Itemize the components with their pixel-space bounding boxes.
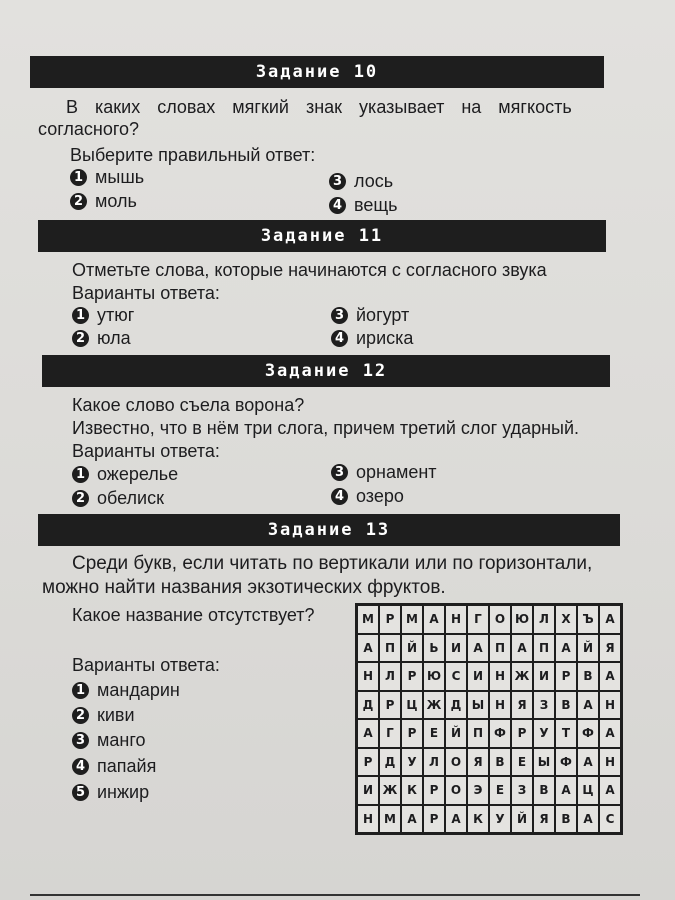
grid-cell: И <box>445 634 467 663</box>
grid-cell: В <box>489 748 511 777</box>
task12-question-line2: Известно, что в нём три слога, причем третий слог ударный. <box>72 418 580 438</box>
task11-header <box>38 220 606 252</box>
task10-prompt: Выберите правильный ответ: <box>70 145 316 165</box>
grid-cell: А <box>599 605 621 634</box>
grid-cell: Ь <box>423 634 445 663</box>
grid-cell: А <box>357 634 379 663</box>
grid-cell: Е <box>511 748 533 777</box>
grid-cell: Р <box>357 748 379 777</box>
grid-cell: А <box>467 634 489 663</box>
grid-cell: М <box>357 605 379 634</box>
task13-option-4[interactable] <box>72 755 156 777</box>
option-number-badge: 5 <box>72 784 89 801</box>
task11-option-4[interactable] <box>331 327 413 349</box>
task10-header <box>30 56 604 88</box>
grid-cell: Н <box>489 662 511 691</box>
grid-cell: Р <box>401 719 423 748</box>
grid-cell: Р <box>423 805 445 834</box>
grid-cell: А <box>577 748 599 777</box>
option-number-badge: 4 <box>329 197 346 214</box>
task12-option-3[interactable] <box>331 461 437 483</box>
option-text: манго <box>97 730 146 750</box>
grid-cell: С <box>599 805 621 834</box>
task10-title: Задание 10 <box>255 62 379 82</box>
grid-cell: А <box>555 634 577 663</box>
grid-cell: А <box>357 719 379 748</box>
grid-cell: Ж <box>379 776 401 805</box>
grid-cell: И <box>357 776 379 805</box>
grid-cell: Й <box>401 634 423 663</box>
grid-cell: Е <box>489 776 511 805</box>
task12-prompt: Варианты ответа: <box>72 441 220 461</box>
option-number-badge: 2 <box>72 707 89 724</box>
grid-cell: Р <box>379 691 401 720</box>
grid-cell: Н <box>357 662 379 691</box>
grid-cell: Р <box>555 662 577 691</box>
grid-cell: Р <box>511 719 533 748</box>
grid-cell: А <box>401 805 423 834</box>
grid-cell: У <box>533 719 555 748</box>
grid-cell: Й <box>511 805 533 834</box>
task12-option-1[interactable] <box>72 463 178 485</box>
option-number-badge: 2 <box>72 330 89 347</box>
grid-cell: Г <box>379 719 401 748</box>
task13-question-line2: можно найти названия экзотических фруктов. <box>42 577 446 598</box>
grid-cell: М <box>401 605 423 634</box>
grid-cell: Л <box>423 748 445 777</box>
grid-cell: Ф <box>555 748 577 777</box>
task13-option-2[interactable] <box>72 704 135 726</box>
grid-cell: У <box>489 805 511 834</box>
grid-cell: О <box>445 748 467 777</box>
grid-cell: Ю <box>423 662 445 691</box>
grid-cell: Й <box>577 634 599 663</box>
grid-cell: О <box>489 605 511 634</box>
task11-option-2[interactable] <box>72 327 131 349</box>
option-text: мышь <box>95 167 145 187</box>
grid-cell: Г <box>467 605 489 634</box>
task11-option-3[interactable] <box>331 304 409 326</box>
task10-option-2[interactable] <box>70 190 137 212</box>
task13-title: Задание 13 <box>267 520 391 540</box>
option-text: моль <box>95 191 137 211</box>
grid-cell: Ю <box>511 605 533 634</box>
grid-cell: Ж <box>511 662 533 691</box>
grid-cell: З <box>511 776 533 805</box>
grid-cell: П <box>489 634 511 663</box>
grid-cell: Л <box>379 662 401 691</box>
grid-cell: Я <box>467 748 489 777</box>
option-text: мандарин <box>97 680 180 700</box>
grid-cell: К <box>401 776 423 805</box>
grid-cell: Я <box>533 805 555 834</box>
grid-cell: П <box>379 634 401 663</box>
letter-grid-puzzle <box>355 603 623 835</box>
task12-option-4[interactable] <box>331 485 404 507</box>
option-text: йогурт <box>356 305 410 325</box>
grid-cell: А <box>511 634 533 663</box>
task11-question: Отметьте слова, которые начинаются с согласного звука <box>72 260 547 280</box>
grid-cell: О <box>445 776 467 805</box>
grid-cell: Р <box>423 776 445 805</box>
grid-cell: В <box>555 805 577 834</box>
grid-cell: А <box>555 776 577 805</box>
task10-question-line1: В каких словах мягкий знак указывает на мягкость <box>66 97 572 117</box>
grid-cell: З <box>533 691 555 720</box>
option-text: киви <box>97 705 135 725</box>
grid-cell: Н <box>445 605 467 634</box>
task12-option-2[interactable] <box>72 487 164 509</box>
option-text: ожерелье <box>97 464 179 484</box>
task12-header <box>42 355 610 387</box>
task13-header <box>38 514 620 546</box>
grid-cell: П <box>533 634 555 663</box>
grid-cell: Н <box>357 805 379 834</box>
option-text: вещь <box>354 195 398 215</box>
grid-cell: А <box>423 605 445 634</box>
grid-cell: В <box>555 691 577 720</box>
option-number-badge: 2 <box>70 193 87 210</box>
task10-option-1[interactable] <box>70 166 144 188</box>
option-text: папайя <box>97 756 157 776</box>
grid-cell: А <box>599 662 621 691</box>
grid-cell: А <box>599 776 621 805</box>
option-text: орнамент <box>356 462 437 482</box>
grid-cell: С <box>445 662 467 691</box>
grid-cell: Ф <box>577 719 599 748</box>
option-text: ириска <box>356 328 414 348</box>
grid-cell: Ц <box>401 691 423 720</box>
grid-cell: Ф <box>489 719 511 748</box>
option-text: озеро <box>356 486 404 506</box>
option-number-badge: 3 <box>331 307 348 324</box>
option-number-badge: 4 <box>72 758 89 775</box>
task13-question-line1: Среди букв, если читать по вертикали или по горизонтали, <box>72 553 593 574</box>
option-number-badge: 4 <box>331 330 348 347</box>
option-number-badge: 3 <box>331 464 348 481</box>
option-text: обелиск <box>97 488 164 508</box>
option-number-badge: 3 <box>72 732 89 749</box>
grid-cell: Н <box>599 748 621 777</box>
task13-option-1[interactable] <box>72 679 180 701</box>
grid-cell: В <box>533 776 555 805</box>
grid-cell: Д <box>379 748 401 777</box>
grid-cell: Э <box>467 776 489 805</box>
option-number-badge: 1 <box>70 169 87 186</box>
grid-cell: Т <box>555 719 577 748</box>
grid-cell: А <box>445 805 467 834</box>
option-number-badge: 1 <box>72 307 89 324</box>
task11-prompt: Варианты ответа: <box>72 283 220 303</box>
grid-cell: А <box>577 805 599 834</box>
grid-cell: И <box>467 662 489 691</box>
option-text: инжир <box>97 782 150 802</box>
option-text: утюг <box>97 305 135 325</box>
grid-cell: Ц <box>577 776 599 805</box>
task11-title: Задание 11 <box>260 226 384 246</box>
option-number-badge: 2 <box>72 490 89 507</box>
option-number-badge: 4 <box>331 488 348 505</box>
option-text: юла <box>97 328 131 348</box>
task13-prompt: Варианты ответа: <box>72 655 220 675</box>
grid-cell: П <box>467 719 489 748</box>
task10-option-4[interactable] <box>329 194 398 216</box>
grid-cell: В <box>577 662 599 691</box>
option-text: лось <box>354 171 394 191</box>
grid-cell: Д <box>357 691 379 720</box>
task12-title: Задание 12 <box>264 361 388 381</box>
grid-cell: К <box>467 805 489 834</box>
grid-cell: Ы <box>467 691 489 720</box>
grid-cell: И <box>533 662 555 691</box>
grid-cell: Я <box>511 691 533 720</box>
grid-cell: Х <box>555 605 577 634</box>
task10-option-3[interactable] <box>329 170 393 192</box>
task12-question-line1: Какое слово съела ворона? <box>72 395 305 415</box>
task13-option-5[interactable] <box>72 781 149 803</box>
option-number-badge: 3 <box>329 173 346 190</box>
option-number-badge: 1 <box>72 466 89 483</box>
grid-cell: Н <box>599 691 621 720</box>
grid-cell: Л <box>533 605 555 634</box>
grid-cell: Ж <box>423 691 445 720</box>
grid-cell: Р <box>379 605 401 634</box>
grid-cell: У <box>401 748 423 777</box>
task11-option-1[interactable] <box>72 304 134 326</box>
grid-cell: А <box>599 719 621 748</box>
grid-cell: Н <box>489 691 511 720</box>
task10-question-line2: согласного? <box>38 119 140 139</box>
grid-cell: Р <box>401 662 423 691</box>
task13-question-line3: Какое название отсутствует? <box>72 605 315 625</box>
page-bottom-rule <box>30 894 640 896</box>
grid-cell: Й <box>445 719 467 748</box>
grid-cell: Е <box>423 719 445 748</box>
grid-cell: Я <box>599 634 621 663</box>
grid-cell: Ъ <box>577 605 599 634</box>
grid-cell: М <box>379 805 401 834</box>
option-number-badge: 1 <box>72 682 89 699</box>
task13-option-3[interactable] <box>72 729 146 751</box>
grid-cell: Ы <box>533 748 555 777</box>
grid-cell: Д <box>445 691 467 720</box>
grid-cell: А <box>577 691 599 720</box>
